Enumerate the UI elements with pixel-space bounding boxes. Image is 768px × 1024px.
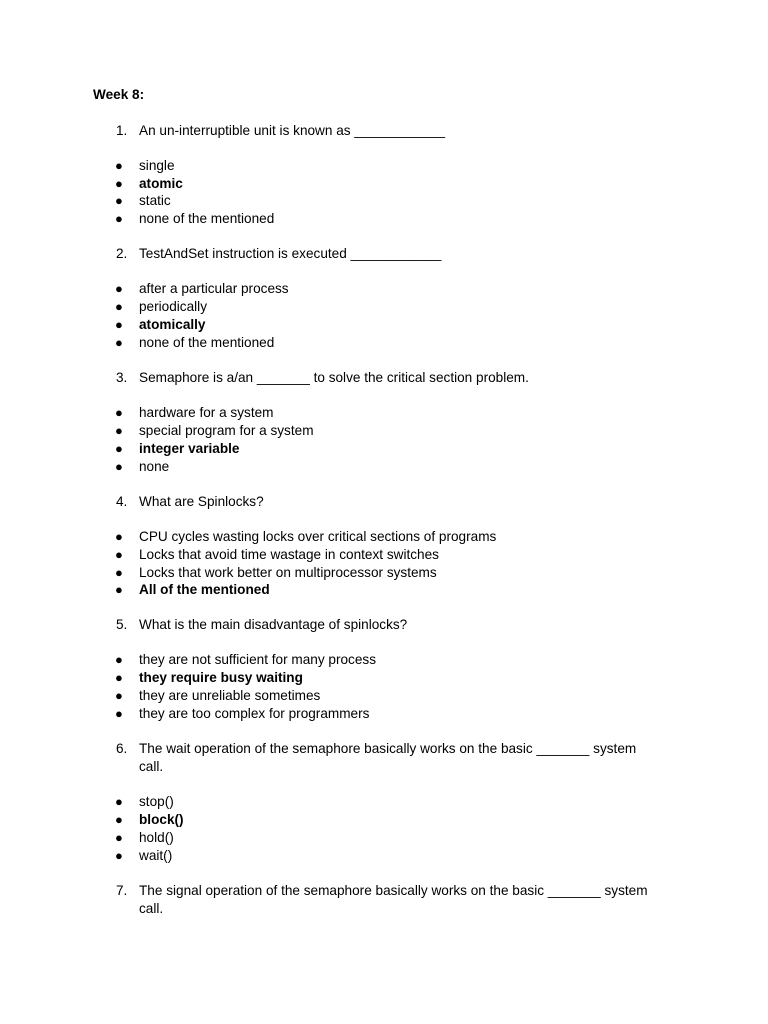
option-text: CPU cycles wasting locks over critical sections of programs <box>139 529 497 544</box>
question-text: Semaphore is a/an _______ to solve the critical section problem. <box>139 370 529 385</box>
option-text-correct: atomically <box>139 317 206 332</box>
question-text-line2: call. <box>139 759 164 774</box>
bullet-icon: ● <box>115 335 123 350</box>
question-text: An un-interruptible unit is known as ____________ <box>139 123 446 138</box>
bullet-icon: ● <box>115 565 123 580</box>
bullet-icon: ● <box>115 794 123 809</box>
option-text-correct: All of the mentioned <box>139 582 270 597</box>
option-text: single <box>139 158 175 173</box>
option-text: hardware for a system <box>139 405 274 420</box>
bullet-icon: ● <box>115 459 123 474</box>
option-text: they are not sufficient for many process <box>139 652 377 667</box>
question-text: What are Spinlocks? <box>139 494 264 509</box>
question-text: TestAndSet instruction is executed ____________ <box>139 246 442 261</box>
bullet-icon: ● <box>115 688 123 703</box>
question-number: 6. <box>116 741 128 756</box>
bullet-icon: ● <box>115 176 123 191</box>
option-text: none <box>139 459 170 474</box>
bullet-icon: ● <box>115 193 123 208</box>
option-text-correct: they require busy waiting <box>139 670 303 685</box>
question-text-line1: The wait operation of the semaphore basically works on the basic _______ system <box>139 741 637 756</box>
bullet-icon: ● <box>115 582 123 597</box>
bullet-icon: ● <box>115 547 123 562</box>
option-text: they are too complex for programmers <box>139 706 370 721</box>
bullet-icon: ● <box>115 405 123 420</box>
question-number: 4. <box>116 494 128 509</box>
option-text: special program for a system <box>139 423 314 438</box>
option-text: wait() <box>139 848 173 863</box>
bullet-icon: ● <box>115 812 123 827</box>
question-number: 3. <box>116 370 128 385</box>
option-text-correct: block() <box>139 812 184 827</box>
question-number: 1. <box>116 123 128 138</box>
option-text: stop() <box>139 794 174 809</box>
option-text: Locks that work better on multiprocessor systems <box>139 565 437 580</box>
option-text: none of the mentioned <box>139 335 275 350</box>
option-text: none of the mentioned <box>139 211 275 226</box>
option-text: periodically <box>139 299 208 314</box>
bullet-icon: ● <box>115 848 123 863</box>
bullet-icon: ● <box>115 670 123 685</box>
option-text: Locks that avoid time wastage in context switches <box>139 547 439 562</box>
page-heading: Week 8: <box>93 87 145 102</box>
option-text: they are unreliable sometimes <box>139 688 321 703</box>
bullet-icon: ● <box>115 652 123 667</box>
bullet-icon: ● <box>115 423 123 438</box>
question-text-line1: The signal operation of the semaphore basically works on the basic _______ system <box>139 883 648 898</box>
bullet-icon: ● <box>115 441 123 456</box>
option-text-correct: integer variable <box>139 441 240 456</box>
option-text-correct: atomic <box>139 176 183 191</box>
bullet-icon: ● <box>115 529 123 544</box>
question-number: 7. <box>116 883 128 898</box>
question-number: 5. <box>116 617 128 632</box>
option-text: static <box>139 193 171 208</box>
bullet-icon: ● <box>115 706 123 721</box>
bullet-icon: ● <box>115 211 123 226</box>
bullet-icon: ● <box>115 281 123 296</box>
bullet-icon: ● <box>115 317 123 332</box>
question-text: What is the main disadvantage of spinlocks? <box>139 617 408 632</box>
bullet-icon: ● <box>115 830 123 845</box>
question-text-line2: call. <box>139 901 164 916</box>
bullet-icon: ● <box>115 158 123 173</box>
option-text: hold() <box>139 830 174 845</box>
option-text: after a particular process <box>139 281 289 296</box>
bullet-icon: ● <box>115 299 123 314</box>
question-number: 2. <box>116 246 128 261</box>
